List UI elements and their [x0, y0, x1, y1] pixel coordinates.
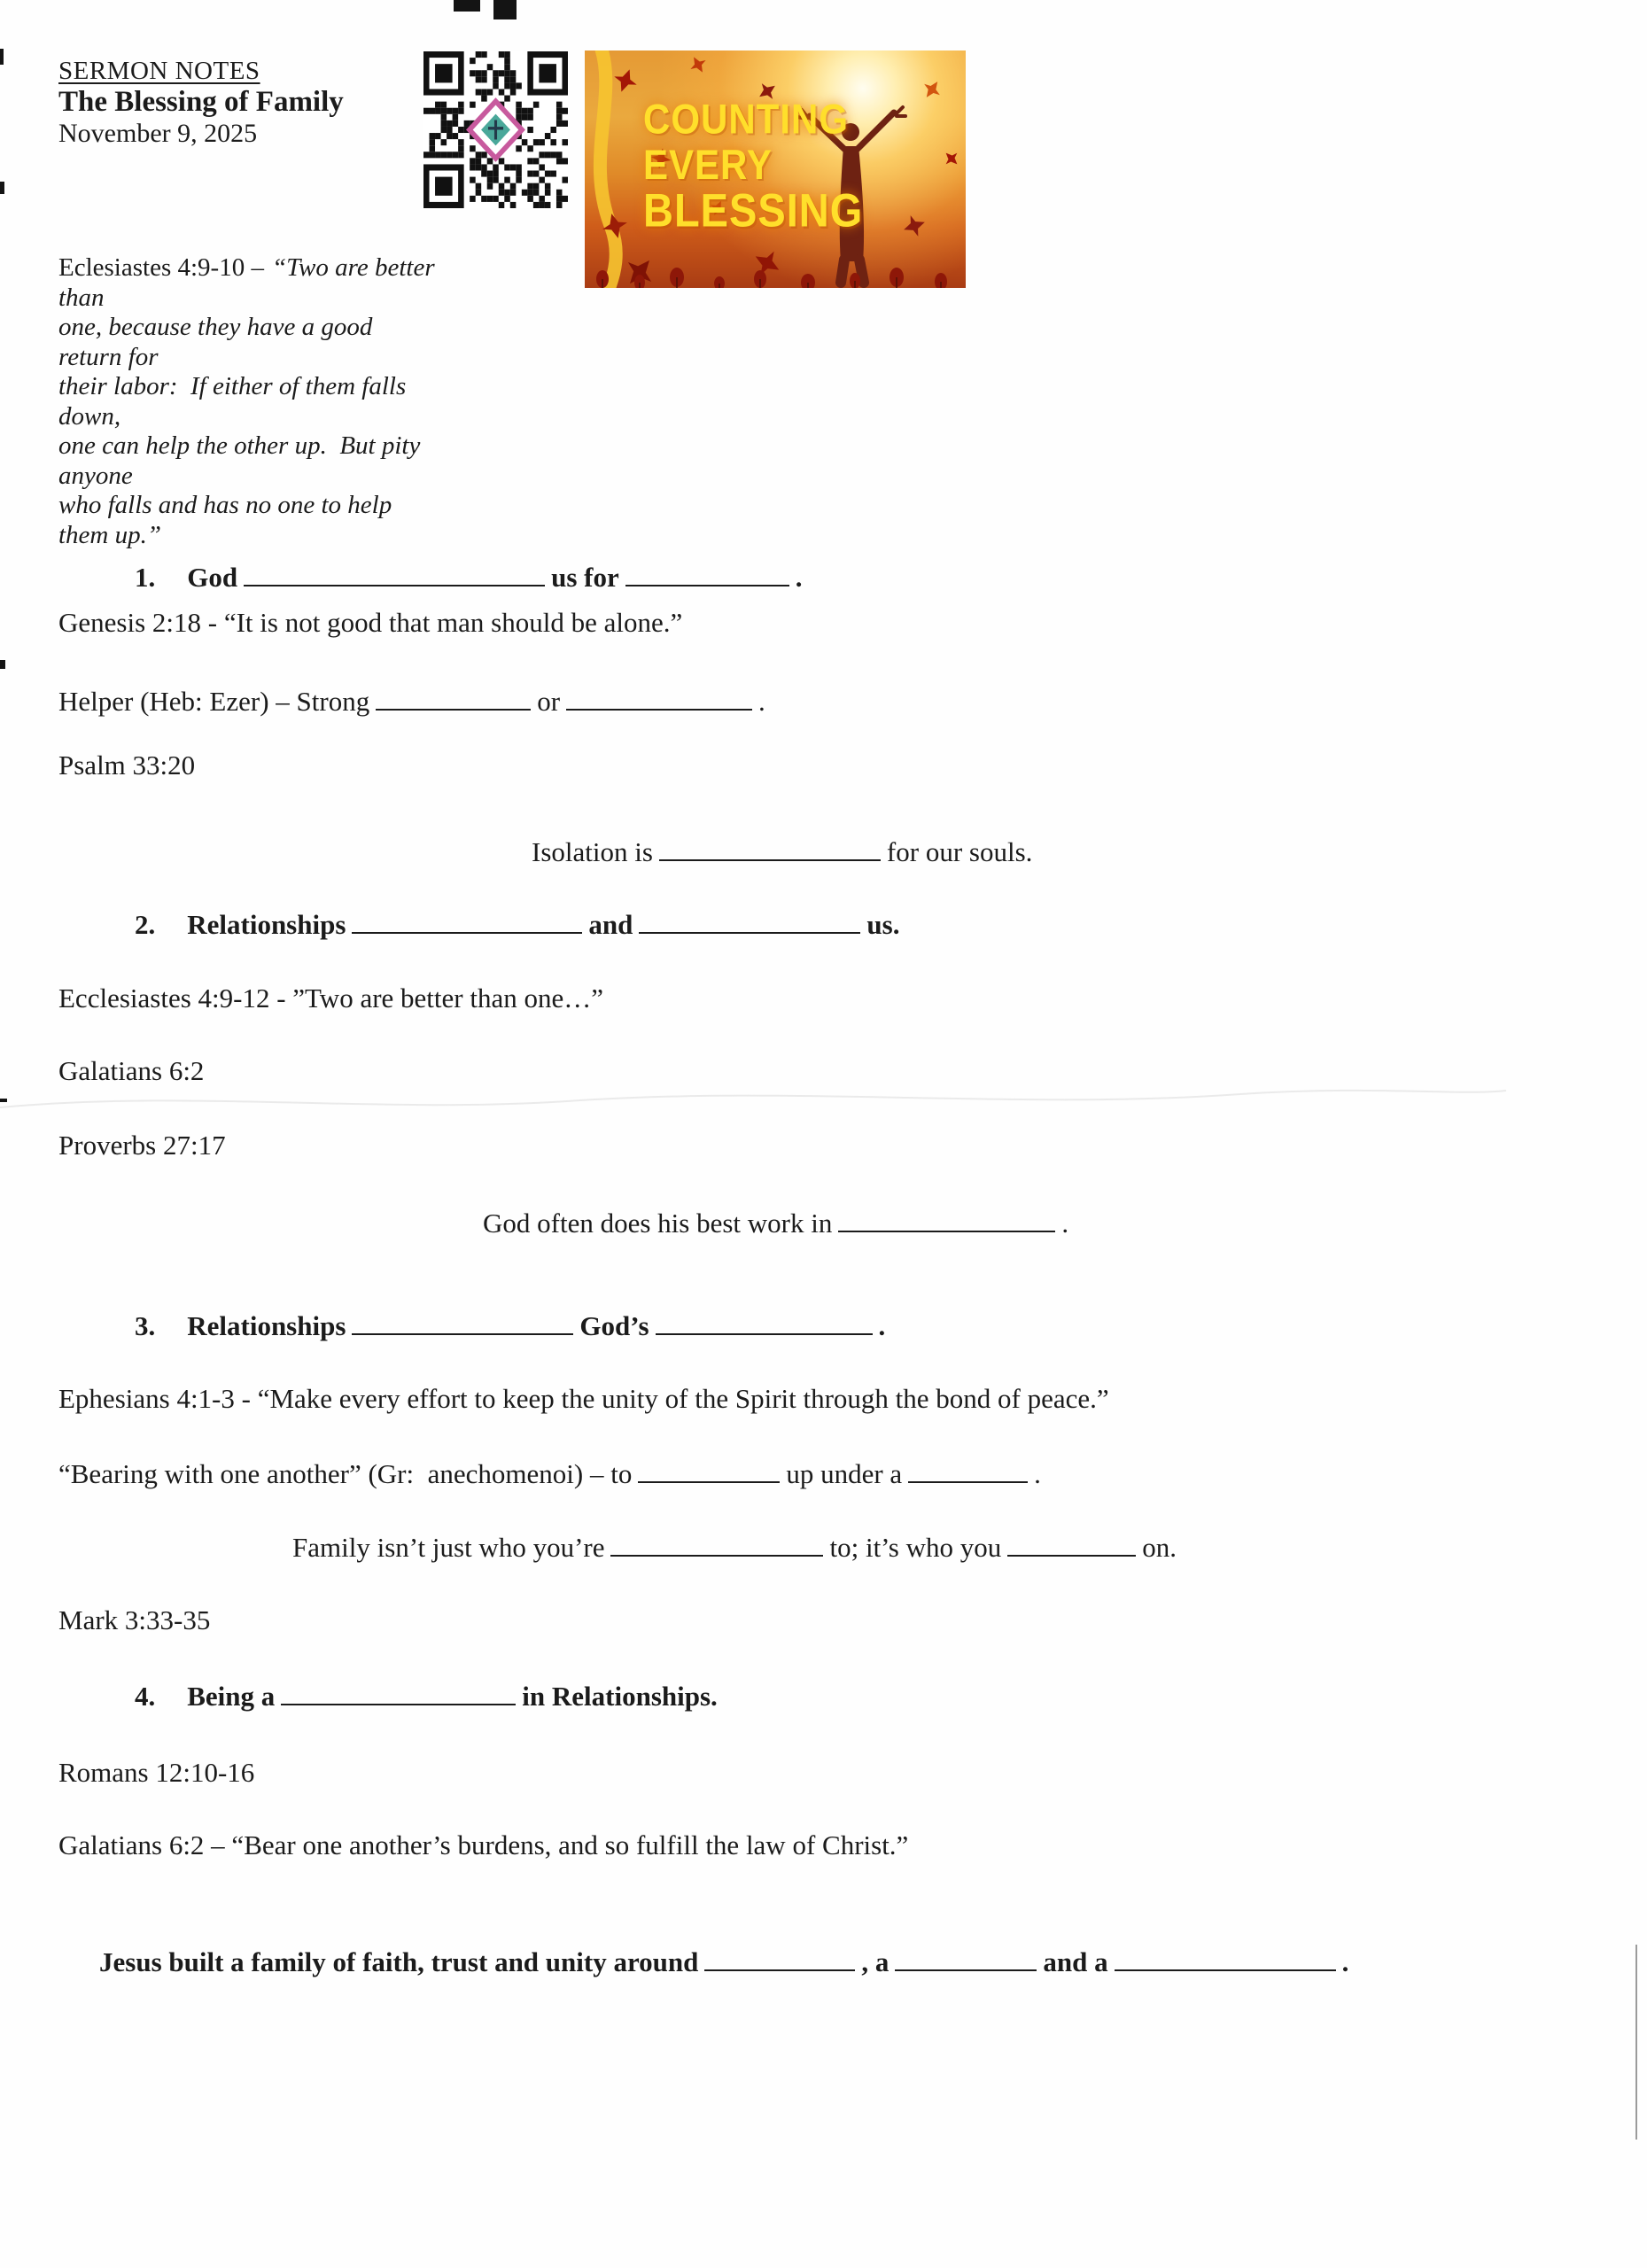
- scripture-quote-block: [58, 253, 439, 550]
- quote-line: one, because they have a good return for: [58, 313, 379, 371]
- quote-line: who falls and has no one to help them up.”: [58, 491, 399, 549]
- fill-blank: [352, 928, 582, 934]
- fill-blank: [639, 928, 860, 934]
- isolation-statement: Isolation is for our souls.: [532, 836, 1033, 867]
- fill-blank: [838, 1226, 1055, 1232]
- meadow-flowers: [596, 268, 947, 288]
- quote-line: Eclesiastes 4:9-10 – “Two are better than: [58, 253, 441, 312]
- god-best-work-statement: God often does his best work in .: [483, 1208, 1069, 1239]
- scripture-galatians-6-2-quote: Galatians 6:2 – “Bear one another’s burdens, and so fulfill the law of Christ.”: [58, 1829, 909, 1860]
- fill-blank: [281, 1699, 516, 1705]
- scripture-ecclesiastes-4-9-12: Ecclesiastes 4:9-12 - ”Two are better than one…”: [58, 983, 603, 1014]
- fill-blank: [704, 1965, 855, 1971]
- scripture-reference: Eclesiastes 4:9-10 –: [58, 253, 264, 282]
- family-statement: Family isn’t just who you’re to; it’s who you on.: [292, 1532, 1177, 1563]
- sermon-date: November 9, 2025: [58, 119, 258, 148]
- hero-title-line: BLESSING: [643, 183, 864, 237]
- fill-blank: [656, 1329, 873, 1335]
- point-2-heading: 2. Relationships and us.: [135, 909, 900, 940]
- scan-artifact: [0, 49, 4, 65]
- fill-blank: [895, 1965, 1037, 1971]
- scripture-psalm-33-20: Psalm 33:20: [58, 750, 196, 781]
- point-1-heading: 1. God us for .: [135, 562, 803, 593]
- qr-code: [423, 51, 568, 208]
- fill-blank: [908, 1477, 1028, 1483]
- closing-statement: Jesus built a family of faith, trust and unity around , a and a .: [99, 1946, 1349, 1977]
- fill-blank: [376, 704, 531, 711]
- scripture-genesis-2-18: Genesis 2:18 - “It is not good that man should be alone.”: [58, 607, 683, 638]
- paper-wrinkle: [0, 1059, 1506, 1138]
- page-kicker: SERMON NOTES: [58, 57, 260, 85]
- helper-definition-line: Helper (Heb: Ezer) – Strong or .: [58, 686, 765, 717]
- hero-title-line: COUNTING: [643, 95, 849, 143]
- fill-blank: [625, 580, 789, 586]
- scan-artifact: [493, 0, 517, 19]
- point-4-heading: 4. Being a in Relationships.: [135, 1681, 718, 1712]
- scripture-ephesians-4-1-3: Ephesians 4:1-3 - “Make every effort to keep the unity of the Spirit through the bond of peace.”: [58, 1383, 1109, 1414]
- scan-artifact: [0, 660, 5, 669]
- fill-blank: [638, 1477, 780, 1483]
- bearing-definition-line: “Bearing with one another” (Gr: anechomenoi) – to up under a .: [58, 1458, 1041, 1489]
- hero-title: [643, 95, 864, 237]
- fill-blank: [566, 704, 752, 711]
- fill-blank: [1115, 1965, 1336, 1971]
- fill-blank: [610, 1550, 823, 1557]
- qr-code-image: [423, 51, 568, 208]
- fill-blank: [1007, 1550, 1136, 1557]
- ribbon-shape: [599, 50, 616, 288]
- scripture-galatians-6-2: Galatians 6:2: [58, 1055, 205, 1086]
- scripture-romans-12-10-16: Romans 12:10-16: [58, 1757, 255, 1788]
- scripture-proverbs-27-17: Proverbs 27:17: [58, 1130, 226, 1161]
- hero-image-counting-every-blessing: [585, 50, 966, 288]
- scan-artifact: [0, 182, 4, 194]
- scripture-mark-3-33-35: Mark 3:33-35: [58, 1604, 211, 1635]
- fill-blank: [352, 1329, 573, 1335]
- quote-line: one can help the other up. But pity anyone: [58, 431, 427, 490]
- page-title: The Blessing of Family: [58, 86, 344, 118]
- fill-blank: [659, 855, 881, 861]
- hero-title-line: EVERY: [643, 141, 773, 189]
- scan-artifact: [454, 0, 480, 12]
- point-3-heading: 3. Relationships God’s .: [135, 1310, 886, 1341]
- fill-blank: [244, 580, 545, 586]
- quote-line: their labor: If either of them falls down,: [58, 372, 413, 431]
- scan-artifact: [1635, 1945, 1637, 2140]
